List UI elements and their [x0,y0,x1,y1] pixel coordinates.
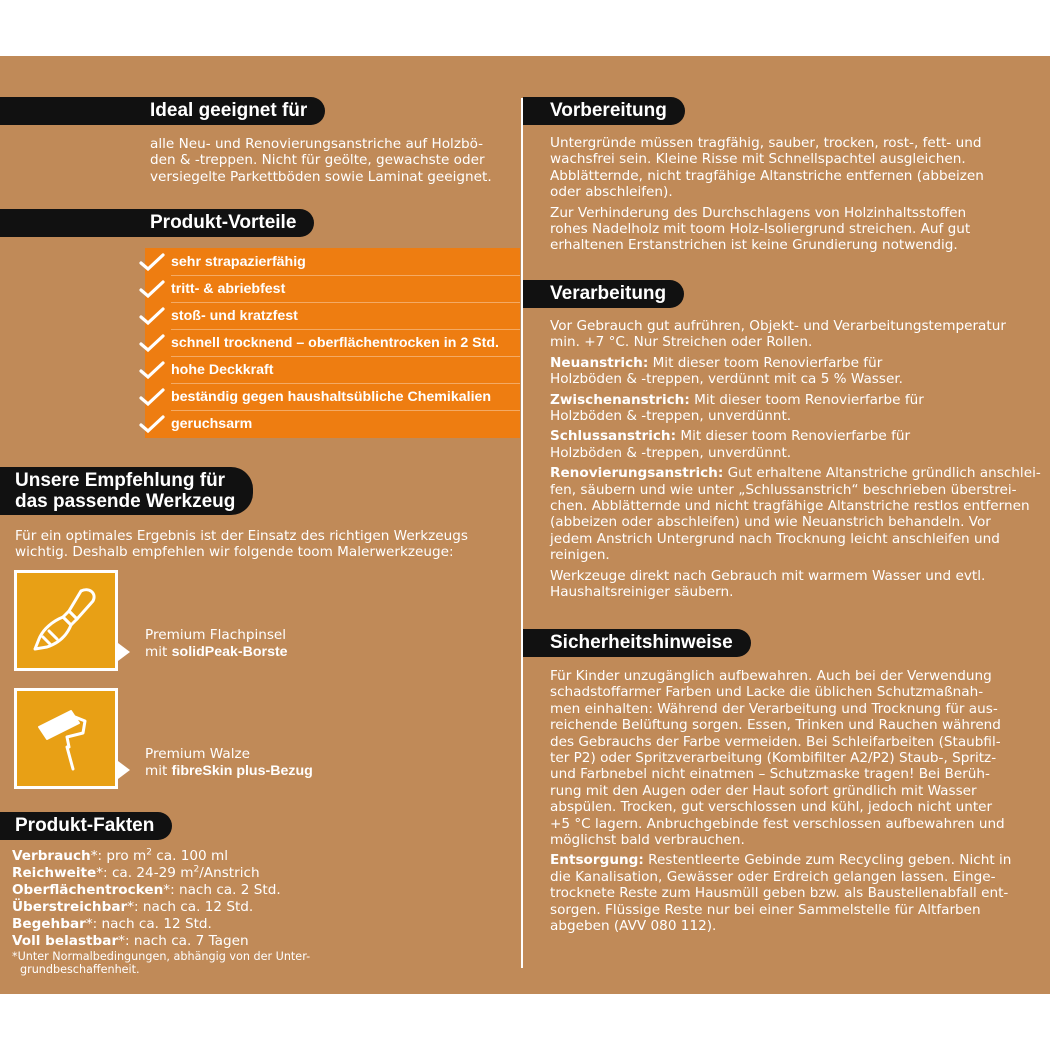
fakt-row: Reichweite*: ca. 24-29 $m^2$/Anstrich [12,864,260,881]
advantage-item: schnell trocknend – oberflächentrocken in 2 Std. [145,329,499,356]
column-divider [521,98,523,968]
advantage-item: beständig gegen haushaltsübliche Chemikalien [145,383,491,410]
fakt-row: Begehbar*: nach ca. 12 Std. [12,916,212,932]
checkmark-icon [139,279,165,299]
tool-roller-box [14,688,118,789]
advantages-band [145,248,520,438]
fakt-row: Oberflächentrocken*: nach ca. 2 Std. [12,882,281,898]
heading-fakten: Produkt-Fakten [0,812,172,840]
tool-roller-label: Premium Walze mit fibreSkin plus-Bezug [145,746,313,779]
heading-vorbereitung: Vorbereitung [523,97,685,125]
tool-brush-label: Premium Flachpinsel mit solidPeak-Borste [145,627,288,660]
advantage-item: stoß- und kratzfest [145,302,298,329]
fakten-footnote: *Unter Normalbedingungen, abhängig von der Unter- grundbeschaffenheit. [12,950,311,976]
tool-brush-box [14,570,118,671]
paint-roller-icon [29,703,103,775]
pointer-arrow [118,761,130,779]
fakt-row: Überstreichbar*: nach ca. 12 Std. [12,899,254,915]
heading-empfehlung: Unsere Empfehlung für das passende Werkzeug [0,467,253,515]
paintbrush-icon [29,585,103,655]
ideal-text: alle Neu- und Renovierungsanstriche auf Holzbö- den & -treppen. Nicht für geölte, gewachste oder versiegelte Parkettböden sowie Laminat geeignet. [150,136,492,185]
sicherheit-text: Für Kinder unzugänglich aufbewahren. Auch bei der Verwendung schadstoffarmer Farben und Lacke die üblichen Schutzmaßnah- men einhalten: Während der Verarbeitung und Trocknung für aus- reichende Belüftung sorgen. Essen, Trinken und Rauchen während des Gebrauchs der Farbe vermeiden. Bei Schleifarbeiten (Staubfil- ter P2) oder Spritzverarbeitung (Kombifilter A2/P2) Staub-, Spritz- und Farbnebel nicht einatmen – Schutzmaske tragen! Bei Berüh- rung mit den Augen oder der Haut sofort gründlich mit Wasser abspülen. Trocken, gut verschlossen und kühl, jedoch nicht unter +5 °C lagern. Anbruchgebinde fest verschlossen aufbewahren und möglichst bald verbrauchen. Entsorgung: Restentleerte Gebinde zum Recycling geben. Nicht in die Kanalisation, Gewässer oder Erdreich gelangen lassen. Einge- trocknete Reste zum Hausmüll geben bzw. als Baustellenabfall ent- sorgen. Flüssige Reste nur bei einer Sammelstelle für Altfarben abgeben (AVV 080 112). [550,668,1012,935]
advantage-item: hohe Deckkraft [145,356,274,383]
advantage-item: geruchsarm [145,410,252,437]
fakt-row: Verbrauch*: pro $m^2$ ca. 100 ml [12,847,229,864]
checkmark-icon [139,360,165,380]
checkmark-icon [139,414,165,434]
heading-verarbeitung: Verarbeitung [523,280,684,308]
verarbeitung-text: Vor Gebrauch gut aufrühren, Objekt- und Verarbeitungstemperatur min. +7 °C. Nur Streichen oder Rollen. Neuanstrich: Mit dieser toom Renovierfarbe für Holzböden & -treppen, verdünnt mit ca 5 % Wasser. Zwischenanstrich: Mit dieser toom Renovierfarbe für Holzböden & -treppen, unverdünnt. Schlussanstrich: Mit dieser toom Renovierfarbe für Holzböden & -treppen, unverdünnt. Renovierungsanstrich: Gut erhaltene Altanstriche gründlich anschlei- fen, säubern und wie unter „Schlussanstrich“ beschrieben überstrei- chen. Abblätternde und nicht tragfähige Altanstriche restlos entfernen (abbeizen oder abschleifen) und wie Neuanstrich behandeln. Vor jedem Anstrich Untergrund nach Trocknung leicht anschleifen und reinigen. Werkzeuge direkt nach Gebrauch mit warmem Wasser und evtl. Haushaltsreiniger säubern. [550,318,1041,601]
heading-vorteile: Produkt-Vorteile [0,209,314,237]
checkmark-icon [139,333,165,353]
checkmark-icon [139,252,165,272]
fakten-list [12,848,310,976]
heading-ideal: Ideal geeignet für [0,97,325,125]
advantage-item: tritt- & abriebfest [145,275,285,302]
pointer-arrow [118,643,130,661]
checkmark-icon [139,306,165,326]
vorbereitung-text: Untergründe müssen tragfähig, sauber, trocken, rost-, fett- und wachsfrei sein. Kleine Risse mit Schnellspachtel ausgleichen. Abblätternde, nicht tragfähige Altanstriche entfernen (abbeizen oder abschleifen). Zur Verhinderung des Durchschlagens von Holzinhaltsstoffen rohes Nadelholz mit toom Holz-Isoliergrund streichen. Auf gut erhaltenen Erstanstrichen ist keine Grundierung notwendig. [550,135,984,254]
heading-sicherheit: Sicherheitshinweise [523,629,751,657]
advantage-item: sehr strapazierfähig [145,248,306,275]
empfehlung-text: Für ein optimales Ergebnis ist der Einsatz des richtigen Werkzeugs wichtig. Deshalb empfehlen wir folgende toom Malerwerkzeuge: [15,528,468,561]
checkmark-icon [139,387,165,407]
product-info-panel [0,56,1050,994]
fakt-row: Voll belastbar*: nach ca. 7 Tagen [12,933,249,949]
